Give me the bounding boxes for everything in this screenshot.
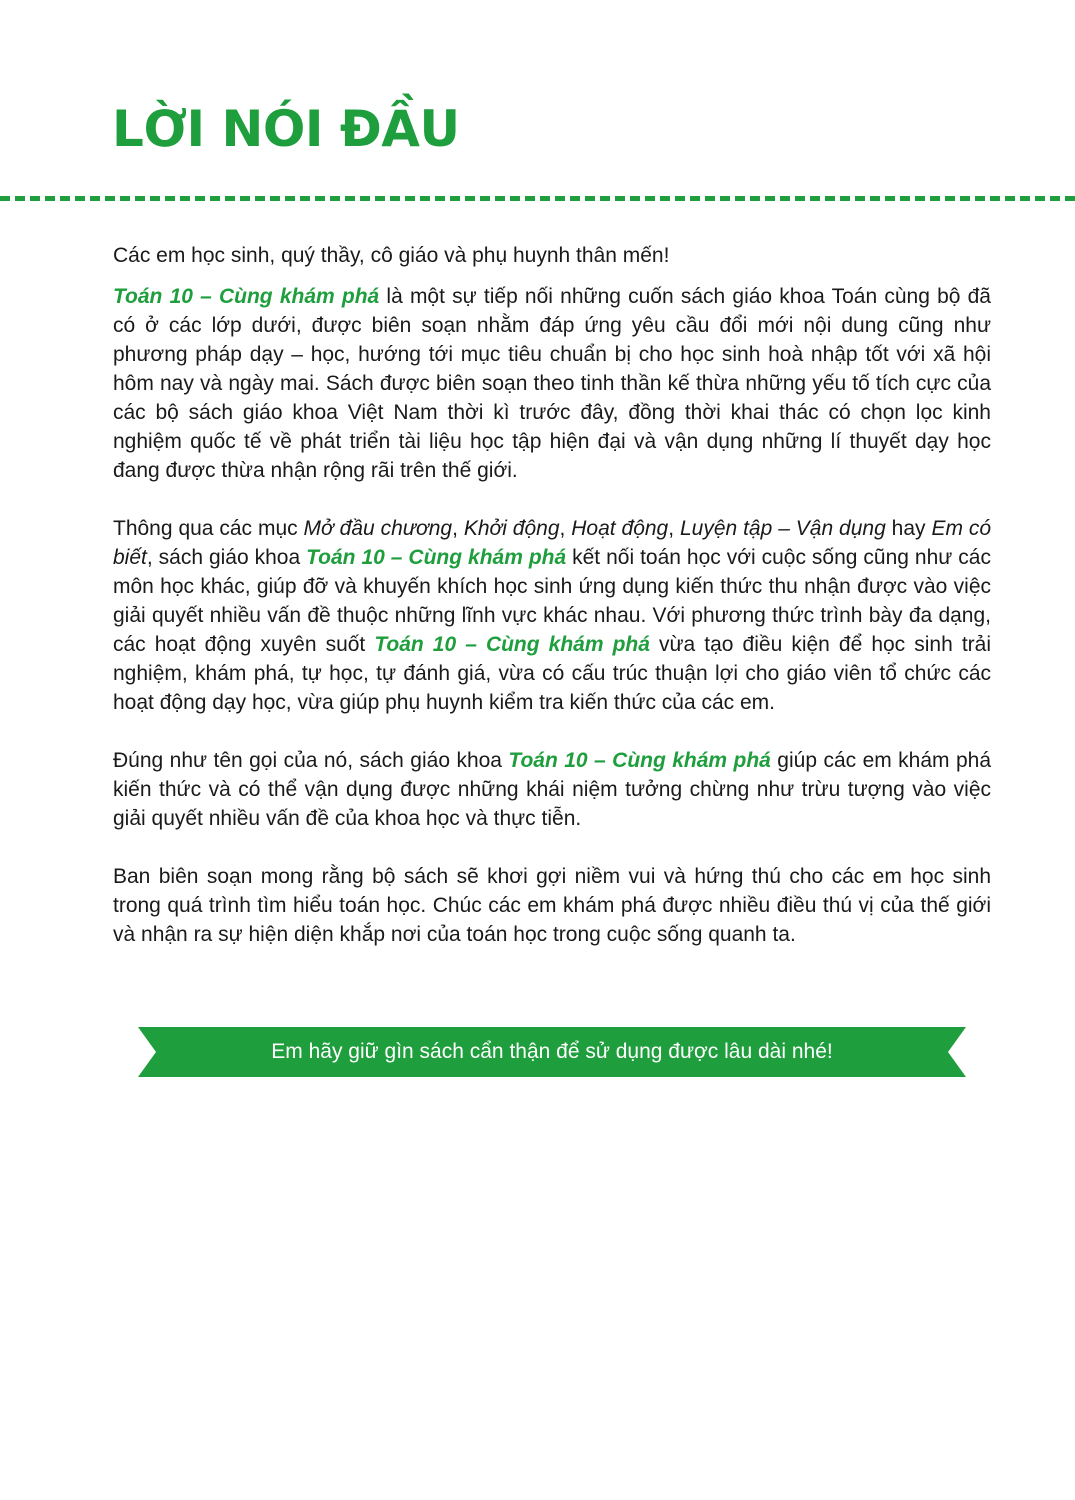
paragraph-3 [113, 746, 991, 833]
separator: , [559, 517, 572, 540]
section-name: Em có biết [113, 517, 992, 569]
book-title: Toán 10 – Cùng khám phá [306, 546, 567, 569]
book-title: Toán 10 – Cùng khám phá [113, 285, 380, 308]
paragraph-1 [113, 282, 991, 485]
banner-text: Em hãy giữ gìn sách cẩn thận để sử dụng được lâu dài nhé! [271, 1040, 833, 1063]
paragraph-4: Ban biên soạn mong rằng bộ sách sẽ khơi gợi niềm vui và hứng thú cho các em học sinh trong quá trình tìm hiểu toán học. Chúc các em khám phá được nhiều điều thú vị của thế giới và nhận ra sự hiện diện khắp nơi của toán học trong cuộc sống quanh ta. [113, 865, 991, 946]
section-name: Khởi động [463, 517, 560, 540]
dashed-divider [0, 196, 1075, 201]
paragraph-2-text: kết nối toán học với cuộc sống cũng như các môn học khác, giúp đỡ và khuyến khích học sinh ứng dụng kiến thức thu nhận được vào việc giải quyết nhiều vấn đề thuộc những lĩnh vực khác nhau. Với phương thức trình bày đa dạng, các hoạt động xuyên suốt [113, 546, 991, 656]
page-title: LỜI NÓI ĐẦU [112, 100, 460, 158]
paragraph-3-intro: Đúng như tên gọi của nó, sách giáo khoa [113, 749, 509, 772]
separator: , [452, 517, 464, 540]
section-name: Mở đầu chương [303, 517, 453, 540]
section-name: Hoạt động [571, 517, 669, 540]
body-text [113, 241, 991, 978]
greeting: Các em học sinh, quý thầy, cô giáo và phụ huynh thân mến! [113, 244, 670, 267]
paragraph-2 [113, 514, 991, 717]
ribbon-banner [138, 1027, 966, 1077]
book-title: Toán 10 – Cùng khám phá [508, 749, 771, 772]
paragraph-2-intro: Thông qua các mục [113, 517, 304, 540]
paragraph-2-text: , sách giáo khoa [146, 546, 307, 569]
separator: , [668, 517, 680, 540]
book-title: Toán 10 – Cùng khám phá [374, 633, 650, 656]
paragraph-2-text: vừa tạo điều kiện để học sinh trải nghiệm, khám phá, tự học, tự đánh giá, vừa có cấu trúc thuận lợi cho giáo viên tổ chức các hoạt động dạy học, vừa giúp phụ huynh kiểm tra kiến thức của các em. [113, 633, 992, 714]
paragraph-3-text: giúp các em khám phá kiến thức và có thể vận dụng được những khái niệm tưởng chừng như trừu tượng vào việc giải quyết nhiều vấn đề của khoa học và thực tiễn. [113, 749, 992, 830]
separator: hay [885, 517, 932, 540]
paragraph-1-text: là một sự tiếp nối những cuốn sách giáo khoa Toán cùng bộ đã có ở các lớp dưới, được biên soạn nhằm đáp ứng yêu cầu đổi mới nội dung cũng như phương pháp dạy – học, hướng tới mục tiêu chuẩn bị cho học sinh hoà nhập tốt với xã hội hôm nay và ngày mai. Sách được biên soạn theo tinh thần kế thừa những yếu tố tích cực của các bộ sách giáo khoa Việt Nam thời kì trước đây, đồng thời khai thác có chọn lọc kinh nghiệm quốc tế về phát triển tài liệu học tập hiện đại và vận dụng những lí thuyết dạy học đang được thừa nhận rộng rãi trên thế giới. [113, 285, 991, 482]
section-name: Luyện tập – Vận dụng [679, 517, 886, 540]
